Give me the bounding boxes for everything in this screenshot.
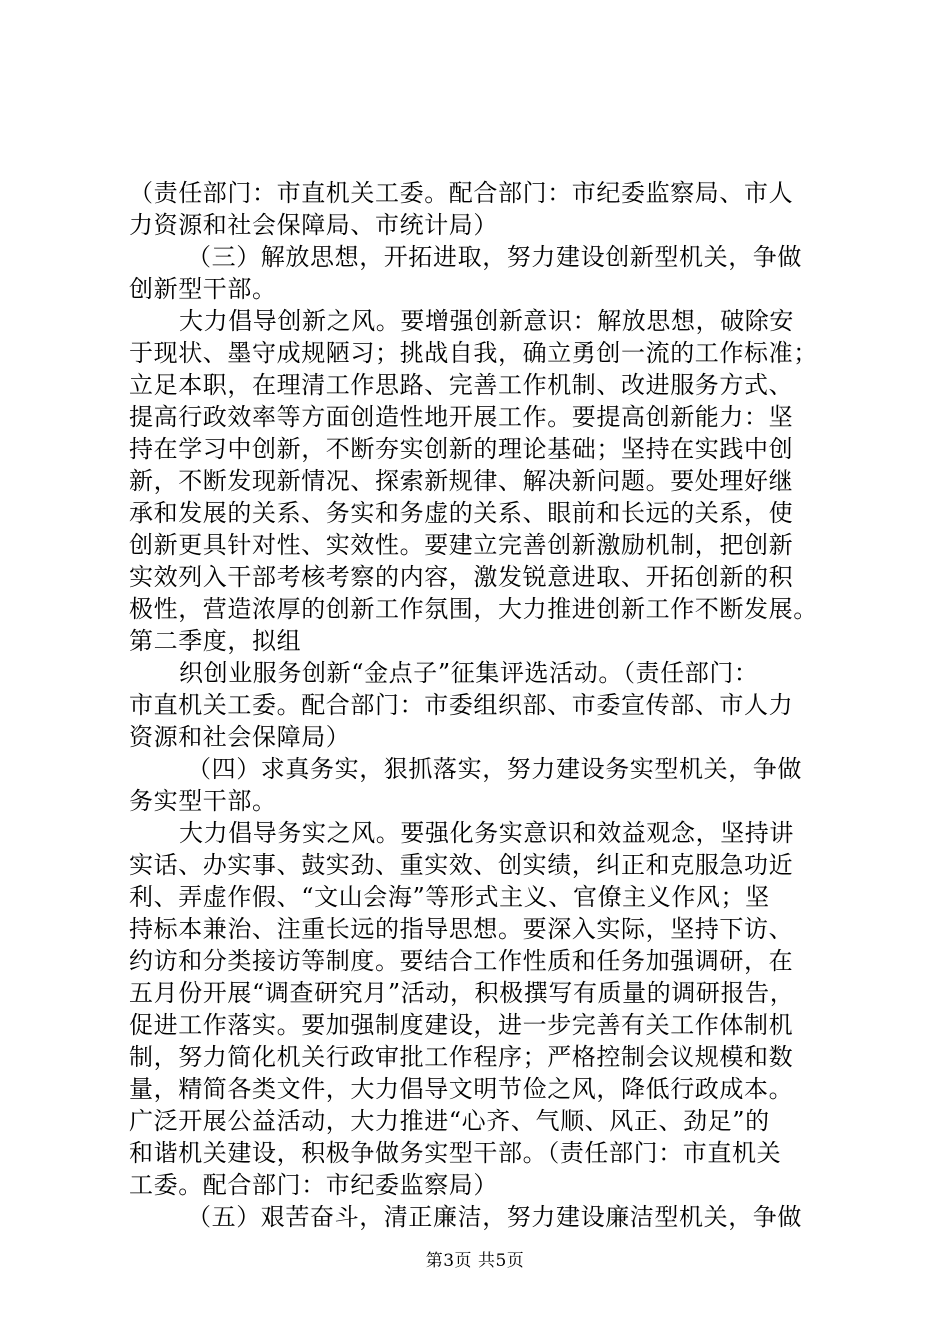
body-line: 提高行政效率等方面创造性地开展工作。要提高创新能力：坚 [129, 403, 794, 431]
body-line: （责任部门：市直机关工委。配合部门：市纪委监察局、市人 [129, 179, 794, 207]
section-heading: （四）求真务实，狠抓落实，努力建设务实型机关，争做 [187, 755, 802, 783]
body-line: 力资源和社会保障局、市统计局） [129, 211, 498, 239]
body-line: 第二季度，拟组 [129, 627, 302, 655]
body-line: 和谐机关建设，积极争做务实型干部。（责任部门：市直机关 [129, 1139, 782, 1167]
section-heading: （三）解放思想，开拓进取，努力建设创新型机关，争做 [187, 243, 802, 271]
paragraph-start: 大力倡导务实之风。要强化务实意识和效益观念，坚持讲 [179, 819, 794, 847]
section-heading-cont: 务实型干部。 [129, 787, 277, 815]
section-heading-cont: 创新型干部。 [129, 275, 277, 303]
body-line: 利、弄虚作假、“文山会海”等形式主义、官僚主义作风；坚 [129, 883, 770, 911]
body-line: 市直机关工委。配合部门：市委组织部、市委宣传部、市人力 [129, 691, 794, 719]
body-line: 五月份开展“调查研究月”活动，积极撰写有质量的调研报告， [129, 979, 795, 1007]
document-body [129, 177, 849, 1233]
body-line: 于现状、墨守成规陋习；挑战自我，确立勇创一流的工作标准； [129, 339, 818, 367]
body-line: 量，精简各类文件，大力倡导文明节俭之风，降低行政成本。 [129, 1075, 794, 1103]
body-line: 承和发展的关系、务实和务虚的关系、眼前和长远的关系，使 [129, 499, 794, 527]
body-line: 实话、办实事、鼓实劲、重实效、创实绩，纠正和克服急功近 [129, 851, 794, 879]
page-number-footer: 第3页 共5页 [425, 1251, 525, 1271]
body-line: 实效列入干部考核考察的内容，激发锐意进取、开拓创新的积 [129, 563, 794, 591]
body-line: 创新更具针对性、实效性。要建立完善创新激励机制，把创新 [129, 531, 794, 559]
body-line: 极性，营造浓厚的创新工作氛围，大力推进创新工作不断发展。 [129, 595, 818, 623]
body-line: 广泛开展公益活动，大力推进“心齐、气顺、风正、劲足”的 [129, 1107, 770, 1135]
body-line: 促进工作落实。要加强制度建设，进一步完善有关工作体制机 [129, 1011, 794, 1039]
paragraph-start: 织创业服务创新“金点子”征集评选活动。（责任部门： [179, 659, 759, 687]
section-heading: （五）艰苦奋斗，清正廉洁，努力建设廉洁型机关，争做 [187, 1203, 802, 1231]
body-line: 持标本兼治、注重长远的指导思想。要深入实际，坚持下访、 [129, 915, 794, 943]
body-line: 持在学习中创新，不断夯实创新的理论基础；坚持在实践中创 [129, 435, 794, 463]
body-line: 工委。配合部门：市纪委监察局） [129, 1171, 498, 1199]
body-line: 约访和分类接访等制度。要结合工作性质和任务加强调研，在 [129, 947, 794, 975]
body-line: 新，不断发现新情况、探索新规律、解决新问题。要处理好继 [129, 467, 794, 495]
body-line: 制，努力简化机关行政审批工作程序；严格控制会议规模和数 [129, 1043, 794, 1071]
body-line: 资源和社会保障局） [129, 723, 351, 751]
paragraph-start: 大力倡导创新之风。要增强创新意识：解放思想，破除安 [179, 307, 794, 335]
body-line: 立足本职，在理清工作思路、完善工作机制、改进服务方式、 [129, 371, 794, 399]
